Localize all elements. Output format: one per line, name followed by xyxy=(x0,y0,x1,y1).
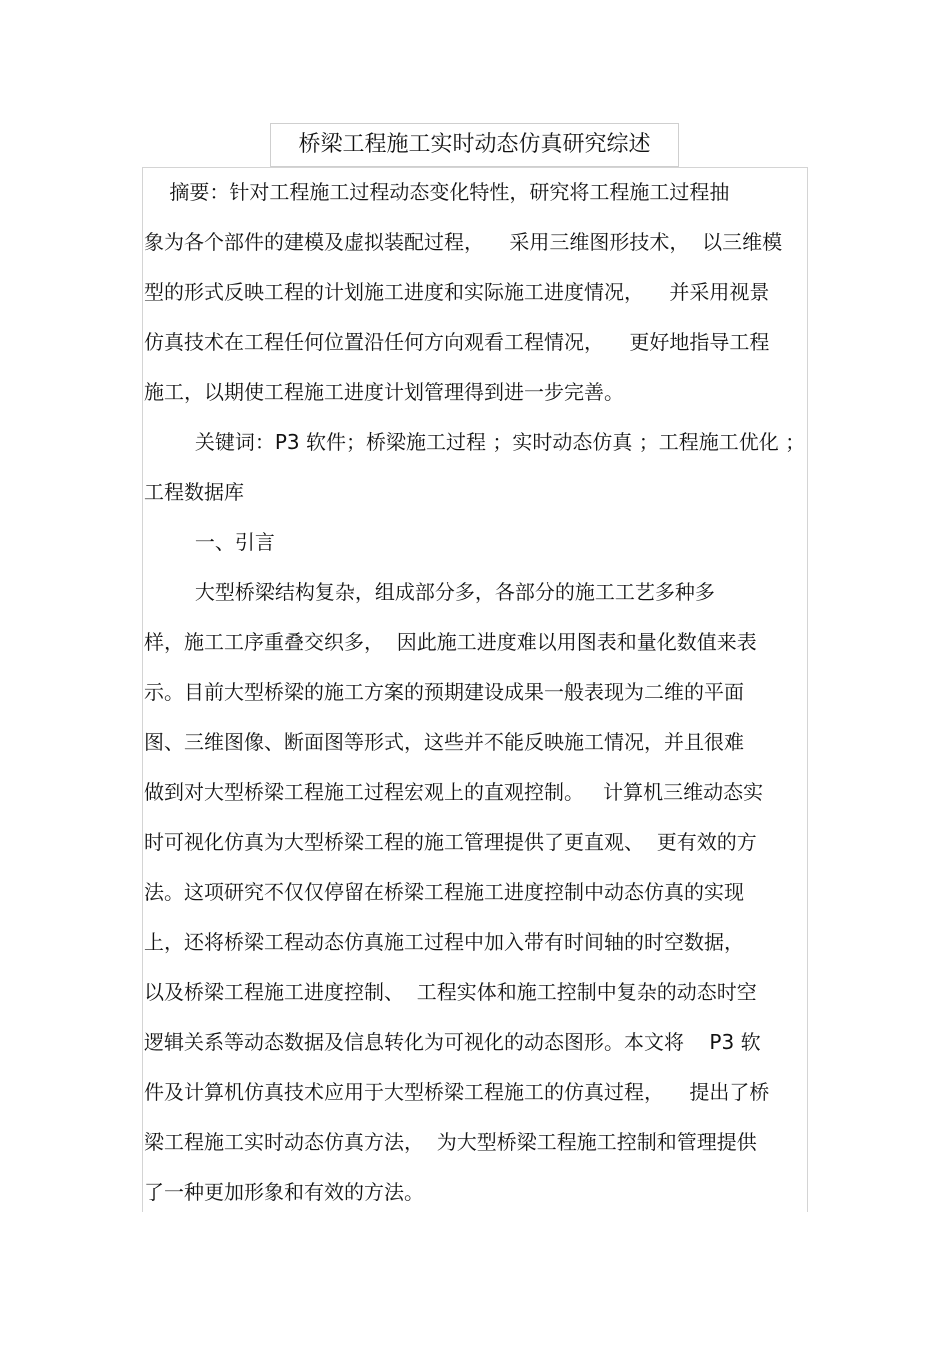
body-line-12: 图、三维图像、断面图等形式，这些并不能反映施工情况，并且很难 xyxy=(144,730,744,754)
body-line-14: 时可视化仿真为大型桥梁工程的施工管理提供了更直观、 更有效的方 xyxy=(144,830,757,854)
body-line-16: 上，还将桥梁工程动态仿真施工过程中加入带有时间轴的时空数据， xyxy=(144,930,744,954)
body-line-11: 示。目前大型桥梁的施工方案的预期建设成果一般表现为二维的平面 xyxy=(144,680,744,704)
body-line-9: 大型桥梁结构复杂，组成部分多，各部分的施工工艺多种多 xyxy=(144,580,715,604)
body-line-2: 象为各个部件的建模及虚拟装配过程， 采用三维图形技术， 以三维模 xyxy=(144,230,783,254)
body-line-21: 了一种更加形象和有效的方法。 xyxy=(144,1180,424,1204)
body-line-4: 仿真技术在工程任何位置沿任何方向观看工程情况， 更好地指导工程 xyxy=(144,330,770,354)
keywords-line-1: 关键词：P3 软件；桥梁施工过程 ；实时动态仿真 ；工程施工优化 ； xyxy=(144,430,806,454)
body-line-13: 做到对大型桥梁工程施工过程宏观上的直观控制。 计算机三维动态实 xyxy=(144,780,764,804)
keywords-line-2: 工程数据库 xyxy=(144,480,244,504)
body-line-15: 法。这项研究不仅仅停留在桥梁工程施工进度控制中动态仿真的实现 xyxy=(144,880,744,904)
section-heading: 一、引言 xyxy=(144,530,275,554)
body-line-10: 样，施工工序重叠交织多， 因此施工进度难以用图表和量化数值来表 xyxy=(144,630,757,654)
body-line-17: 以及桥梁工程施工进度控制、 工程实体和施工控制中复杂的动态时空 xyxy=(144,980,757,1004)
body-line-19: 件及计算机仿真技术应用于大型桥梁工程施工的仿真过程， 提出了桥 xyxy=(144,1080,770,1104)
body-line-18: 逻辑关系等动态数据及信息转化为可视化的动态图形。本文将 P3 软 xyxy=(144,1030,761,1054)
body-line-5: 施工，以期使工程施工进度计划管理得到进一步完善。 xyxy=(144,380,624,404)
document-title: 桥梁工程施工实时动态仿真研究综述 xyxy=(298,132,651,157)
body-line-20: 梁工程施工实时动态仿真方法， 为大型桥梁工程施工控制和管理提供 xyxy=(144,1130,757,1154)
body-line-3: 型的形式反映工程的计划施工进度和实际施工进度情况， 并采用视景 xyxy=(144,280,770,304)
body-line-1: 摘要：针对工程施工过程动态变化特性，研究将工程施工过程抽 xyxy=(144,180,730,204)
